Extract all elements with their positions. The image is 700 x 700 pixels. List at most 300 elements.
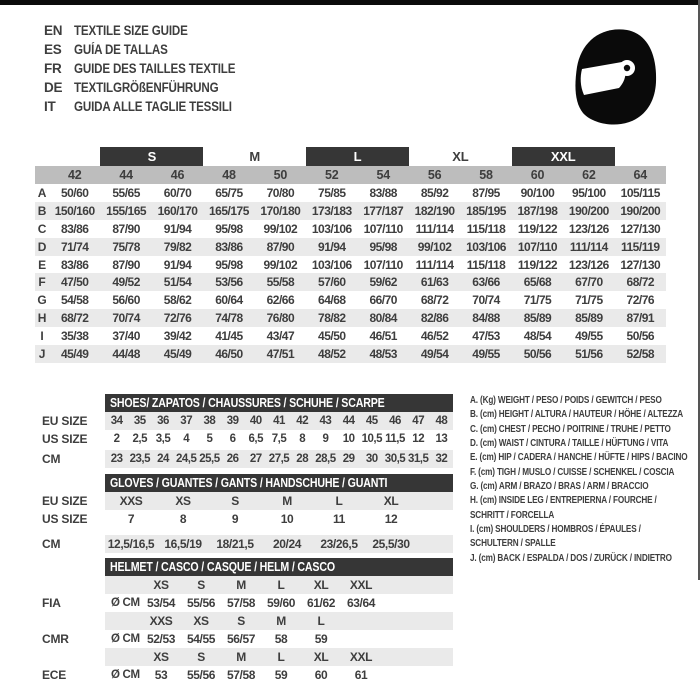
- shoes-eu-size: 35: [133, 415, 146, 427]
- helmet-table: [105, 558, 453, 684]
- measurement-value: 45/49: [163, 346, 192, 361]
- shoes-us-size-label: US SIZE: [42, 432, 88, 446]
- top-border: [0, 0, 700, 5]
- row-letter: D: [37, 239, 47, 254]
- measurement-value: 68/72: [626, 275, 655, 290]
- measurement-value: 57/60: [318, 275, 346, 290]
- helmet-standard-group: [105, 648, 453, 684]
- measurement-value: 103/106: [311, 221, 352, 236]
- measurement-row: [35, 291, 666, 309]
- measurement-row: [35, 309, 666, 327]
- shoes-us-size: 6: [229, 433, 236, 445]
- measurement-value: 190/200: [620, 203, 661, 218]
- helmet-size-label: S: [197, 650, 205, 664]
- size-number: 56: [427, 168, 442, 182]
- legend-item: E. (cm) HIP / CADERA / HANCHE / HÜFTE / HIPS / BACINO: [470, 451, 688, 464]
- helmet-title: HELMET / CASCO / CASQUE / HELM / CASCO: [110, 560, 335, 574]
- helmet-size-label: XS: [153, 578, 169, 592]
- measurement-value: 60/70: [163, 185, 192, 200]
- shoes-us-row: [105, 430, 453, 448]
- helmet-cm-value: 54/55: [186, 632, 216, 646]
- measurement-value: 91/94: [163, 221, 192, 236]
- measurement-value: 52/58: [626, 346, 655, 361]
- measurement-value: 48/53: [369, 346, 397, 361]
- gloves-cm-row: [105, 535, 453, 553]
- measurement-value: 70/74: [112, 311, 140, 326]
- measurement-value: 103/106: [466, 239, 506, 254]
- size-group-label: XXL: [512, 147, 615, 166]
- measurement-value: 70/74: [472, 293, 500, 308]
- helmet-unit-label: Ø CM: [111, 633, 140, 645]
- helmet-cm-value: 61: [354, 668, 368, 682]
- helmet-size-label: L: [277, 650, 285, 664]
- measurement-value: 61/63: [420, 275, 449, 290]
- legend-item: I. (cm) SHOULDERS / HOMBROS / ÉPAULES /: [470, 523, 641, 536]
- measurement-value: 107/110: [363, 257, 403, 272]
- gloves-table: [105, 474, 453, 553]
- measurement-value: 87/90: [112, 257, 140, 272]
- gloves-cm-value: 12,5/16,5: [107, 537, 155, 551]
- gloves-us-size: 8: [179, 512, 187, 526]
- helmet-size-label: XS: [153, 650, 169, 664]
- measurement-value: 46/52: [420, 329, 449, 344]
- measurement-value: 111/114: [415, 221, 454, 236]
- measurement-value: 80/84: [369, 311, 397, 326]
- legend-item: SCHULTERN / SPALLE: [470, 537, 556, 550]
- shoes-eu-size: 39: [226, 415, 239, 427]
- helmet-sizes-row: [105, 612, 453, 630]
- shoes-cm-row: [105, 450, 453, 468]
- shoes-us-size: 2,5: [132, 433, 148, 445]
- measurement-value: 59/62: [369, 275, 397, 290]
- measurement-value: 79/82: [163, 239, 192, 254]
- measurement-value: 55/58: [266, 275, 295, 290]
- language-guide-title: GUIDE DES TAILLES TEXTILE: [74, 61, 236, 76]
- language-code: FR: [44, 61, 62, 76]
- measurement-value: 65/68: [523, 275, 552, 290]
- language-guide-title: GUÍA DE TALLAS: [74, 42, 168, 57]
- measurement-value: 66/70: [369, 293, 397, 308]
- legend-item: A. (Kg) WEIGHT / PESO / POIDS / GEWITCH / PESO: [470, 394, 662, 406]
- size-number: 58: [479, 168, 493, 182]
- helmet-cm-value: 57/58: [226, 668, 256, 682]
- gloves-us-size-label: US SIZE: [42, 512, 88, 526]
- helmet-cm-value: 59: [274, 668, 288, 682]
- helmet-size-label: XL: [313, 578, 329, 592]
- helmet-size-label: XS: [193, 614, 209, 628]
- shoes-eu-size: 36: [157, 415, 169, 427]
- measurement-value: 90/100: [520, 185, 555, 200]
- measurement-value: 70/80: [266, 185, 295, 200]
- gloves-cm-value: 25,5/30: [372, 537, 410, 551]
- measurement-value: 95/100: [572, 185, 606, 200]
- measurement-value: 47/53: [472, 329, 500, 344]
- shoes-us-size: 5: [206, 433, 213, 445]
- gloves-eu-size: XXS: [119, 494, 143, 508]
- shoes-us-size: 11,5: [385, 433, 405, 445]
- shoes-us-size: 7,5: [271, 433, 287, 445]
- measurement-value: 115/119: [621, 239, 660, 254]
- language-guide-title: GUIDA ALLE TAGLIE TESSILI: [74, 99, 232, 114]
- measurement-value: 150/160: [54, 203, 95, 218]
- helmet-values-row: [105, 630, 453, 648]
- measurement-value: 46/50: [215, 346, 243, 361]
- measurement-value: 87/90: [266, 239, 295, 254]
- measurement-value: 95/98: [215, 257, 243, 272]
- measurement-value: 68/72: [420, 293, 449, 308]
- size-group-label: L: [306, 147, 409, 166]
- legend-item: B. (cm) HEIGHT / ALTURA / HAUTEUR / HÖHE / ALTEZZA: [470, 408, 684, 421]
- shoes-eu-size: 37: [180, 415, 193, 427]
- shoes-cm-value: 26: [226, 453, 239, 465]
- language-row: [44, 21, 262, 40]
- measurement-value: 173/183: [311, 203, 352, 218]
- helmet-cm-value: 55/56: [186, 668, 216, 682]
- measurement-value: 48/54: [523, 329, 552, 344]
- shoes-cm-value: 23,5: [129, 453, 150, 465]
- gloves-title: GLOVES / GUANTES / GANTS / HANDSCHUHE / GUANTI: [110, 476, 388, 490]
- shoes-eu-size: 46: [389, 415, 401, 427]
- size-number: 54: [376, 168, 390, 182]
- shoes-us-size: 4: [183, 433, 190, 445]
- measurement-value: 83/86: [215, 239, 243, 254]
- measurement-value: 83/86: [60, 221, 89, 236]
- helmet-standard-group: [105, 612, 453, 648]
- measurement-value: 71/75: [575, 293, 603, 308]
- shoes-us-size: 9: [322, 433, 329, 445]
- measurement-value: 49/55: [472, 346, 500, 361]
- measurement-value: 67/70: [575, 275, 603, 290]
- measurement-value: 50/56: [626, 329, 655, 344]
- measurement-value: 185/195: [466, 203, 506, 218]
- helmet-size-label: S: [197, 578, 205, 592]
- measurement-value: 46/51: [369, 329, 397, 344]
- gloves-eu-row: [105, 492, 453, 510]
- legend-item: SCHRITT / FORCELLA: [470, 508, 555, 521]
- measurement-value: 75/78: [112, 239, 140, 254]
- measurement-value: 107/110: [363, 221, 403, 236]
- size-number: 60: [530, 168, 545, 182]
- shoes-cm-value: 28,5: [315, 453, 336, 465]
- measurement-row: [35, 220, 666, 238]
- textile-size-table: [35, 147, 666, 363]
- helmet-cm-value: 58: [274, 632, 288, 646]
- helmet-cm-value: 61/62: [306, 596, 336, 610]
- shoes-us-size: 2: [113, 433, 120, 445]
- language-guide-title: TEXTILE SIZE GUIDE: [74, 23, 188, 38]
- size-number-row: [35, 166, 666, 184]
- measurement-value: 182/190: [414, 203, 455, 218]
- measurement-value: 187/198: [517, 203, 558, 218]
- measurement-value: 177/187: [363, 203, 404, 218]
- measurement-value: 71/74: [60, 239, 89, 254]
- helmet-cm-value: 59: [314, 632, 328, 646]
- measurement-value: 47/50: [60, 275, 89, 290]
- measurement-value: 51/56: [575, 346, 603, 361]
- gloves-us-size: 12: [384, 512, 398, 526]
- shoes-title: SHOES/ ZAPATOS / CHAUSSURES / SCHUHE / SCARPE: [110, 396, 385, 410]
- measurement-row: [35, 345, 666, 363]
- measurement-value: 45/49: [60, 346, 89, 361]
- size-group-label: XL: [452, 149, 469, 164]
- shoes-cm-label: CM: [42, 452, 61, 466]
- shoes-us-size: 12: [412, 433, 425, 445]
- measurement-value: 50/60: [60, 185, 89, 200]
- shoes-cm-value: 32: [435, 453, 448, 465]
- shoes-cm-value: 27,5: [268, 453, 290, 465]
- helmet-sizes-row: [105, 648, 453, 666]
- measurement-rows: [35, 184, 666, 363]
- measurement-value: 41/45: [215, 329, 243, 344]
- measurement-value: 95/98: [215, 221, 243, 236]
- language-code: EN: [44, 23, 63, 38]
- measurement-value: 84/88: [472, 311, 500, 326]
- measurement-value: 87/95: [472, 185, 500, 200]
- measurement-value: 78/82: [318, 311, 346, 326]
- row-letter: C: [37, 221, 47, 236]
- measurement-value: 105/115: [620, 185, 660, 200]
- measurement-value: 56/60: [112, 293, 140, 308]
- measurement-value: 50/56: [523, 346, 552, 361]
- row-letter: A: [37, 185, 47, 200]
- gloves-eu-size: S: [231, 494, 239, 508]
- measurement-value: 155/165: [106, 203, 147, 218]
- shoes-us-size: 13: [435, 433, 448, 445]
- measurement-value: 123/126: [568, 257, 609, 272]
- racing-helmet-icon: [572, 27, 659, 126]
- shoes-eu-size: 34: [110, 415, 123, 427]
- measurement-value: 47/51: [266, 346, 295, 361]
- measurement-value: 60/64: [215, 293, 243, 308]
- helmet-standards-rows: [105, 576, 453, 684]
- shoes-cm-value: 27: [249, 453, 262, 465]
- shoes-us-size: 10: [342, 433, 355, 445]
- measurement-value: 160/170: [157, 203, 198, 218]
- helmet-size-label: L: [277, 578, 285, 592]
- measurement-value: 65/75: [215, 185, 243, 200]
- shoes-cm-value: 31,5: [408, 453, 429, 465]
- language-row: [44, 59, 262, 78]
- language-row: [44, 97, 262, 116]
- shoes-us-size: 10,5: [361, 433, 382, 445]
- measurement-value: 82/86: [420, 311, 449, 326]
- size-group-header-row: [35, 147, 666, 166]
- measurement-value: 85/92: [420, 185, 449, 200]
- measurement-row: [35, 184, 666, 202]
- shoes-us-size: 3,5: [155, 433, 171, 445]
- helmet-size-label: M: [276, 614, 286, 628]
- gloves-cm-value: 20/24: [272, 537, 302, 551]
- measurement-value: 37/40: [112, 329, 140, 344]
- helmet-size-label: M: [236, 650, 246, 664]
- size-number: 64: [633, 168, 648, 182]
- measurement-row: [35, 327, 666, 345]
- measurement-value: 127/130: [620, 257, 661, 272]
- helmet-header-bar: [105, 558, 453, 576]
- shoes-eu-row: [105, 412, 453, 430]
- legend-item: F. (cm) TIGH / MUSLO / CUISSE / SCHENKEL / COSCIA: [470, 465, 675, 478]
- measurement-value: 74/78: [215, 311, 243, 326]
- gloves-eu-size: L: [335, 494, 343, 508]
- gloves-us-size: 10: [280, 512, 294, 526]
- shoes-cm-value: 30: [365, 453, 378, 465]
- helmet-values-row: [105, 594, 453, 612]
- measurement-value: 99/102: [417, 239, 452, 254]
- gloves-header-bar: [105, 474, 453, 492]
- measurement-value: 55/65: [112, 185, 140, 200]
- gloves-us-size: 9: [231, 512, 239, 526]
- helmet-size-label: M: [236, 578, 246, 592]
- gloves-eu-size-label: EU SIZE: [42, 494, 88, 508]
- gloves-eu-size: XL: [383, 494, 399, 508]
- measurement-value: 127/130: [620, 221, 661, 236]
- measurement-value: 85/89: [523, 311, 552, 326]
- language-row: [44, 78, 262, 97]
- shoes-cm-value: 24: [157, 453, 169, 465]
- shoes-eu-size-label: EU SIZE: [42, 414, 88, 428]
- measurement-value: 76/80: [266, 311, 295, 326]
- language-row: [44, 40, 262, 59]
- measurement-value: 39/42: [163, 329, 192, 344]
- shoes-header-bar: [105, 394, 453, 412]
- language-code: ES: [44, 42, 62, 57]
- standard-label-ece: ECE: [42, 668, 67, 682]
- helmet-size-label: L: [317, 614, 325, 628]
- row-letter: F: [38, 275, 46, 290]
- row-letter: I: [40, 329, 44, 344]
- shoes-eu-size: 41: [273, 415, 285, 427]
- size-number: 46: [170, 168, 185, 182]
- measurement-value: 123/126: [568, 221, 609, 236]
- measurement-value: 99/102: [263, 221, 298, 236]
- measurement-value: 51/54: [163, 275, 192, 290]
- measurement-value: 165/175: [209, 203, 249, 218]
- size-group-label: M: [249, 149, 260, 164]
- size-group-label: S: [100, 147, 203, 166]
- legend-item: H. (cm) INSIDE LEG / ENTREPIERNA / FOURCHE /: [470, 494, 657, 507]
- helmet-cm-value: 59/60: [266, 596, 296, 610]
- measurement-value: 72/76: [626, 293, 655, 308]
- gloves-cm-value: 18/21,5: [216, 537, 254, 551]
- helmet-size-label: XXL: [349, 578, 373, 592]
- shoes-cm-value: 28: [296, 453, 309, 465]
- helmet-cm-value: 60: [314, 668, 328, 682]
- shoes-table: [105, 394, 453, 468]
- legend-item: D. (cm) WAIST / CINTURA / TAILLE / HÜFTUNG / VITA: [470, 437, 669, 450]
- helmet-size-label: XXS: [149, 614, 173, 628]
- measurement-value: 63/66: [472, 275, 500, 290]
- legend-item: C. (cm) CHEST / PECHO / POITRINE / TRUHE / PETTO: [470, 422, 671, 435]
- helmet-unit-label: Ø CM: [111, 597, 140, 609]
- measurement-value: 95/98: [369, 239, 397, 254]
- helmet-size-label: S: [237, 614, 245, 628]
- measurement-value: 170/180: [260, 203, 301, 218]
- measurement-value: 35/38: [60, 329, 89, 344]
- shoes-eu-size: 47: [412, 415, 425, 427]
- measurement-value: 48/52: [318, 346, 346, 361]
- measurement-value: 87/91: [626, 311, 655, 326]
- shoes-us-size: 8: [299, 433, 306, 445]
- measurement-value: 71/75: [523, 293, 552, 308]
- helmet-cm-value: 52/53: [146, 632, 176, 646]
- measurement-row: [35, 256, 666, 274]
- helmet-cm-value: 63/64: [346, 596, 376, 610]
- size-number: 52: [325, 168, 339, 182]
- helmet-values-row: [105, 666, 453, 684]
- size-number: 42: [67, 168, 82, 182]
- gloves-cm-value: 16,5/19: [164, 537, 202, 551]
- measurement-row: [35, 273, 666, 291]
- helmet-size-label: XXL: [349, 650, 373, 664]
- measurement-value: 91/94: [318, 239, 346, 254]
- gloves-cm-label: CM: [42, 537, 61, 551]
- measurement-value: 91/94: [163, 257, 192, 272]
- language-guide-title: TEXTILGRÖßENFÜHRUNG: [74, 80, 219, 95]
- measurement-value: 111/114: [415, 257, 454, 272]
- language-code: DE: [44, 80, 63, 95]
- size-number: 44: [119, 168, 133, 182]
- row-letter: E: [38, 257, 46, 272]
- gloves-cm-value: 23/26,5: [320, 537, 358, 551]
- measurement-value: 107/110: [517, 239, 558, 254]
- measurement-value: 68/72: [60, 311, 89, 326]
- measurement-value: 62/66: [266, 293, 295, 308]
- row-letter: B: [37, 203, 47, 218]
- helmet-cm-value: 57/58: [226, 596, 256, 610]
- row-letter: J: [38, 346, 46, 361]
- measurement-value: 83/88: [369, 185, 397, 200]
- shoes-cm-value: 30,5: [384, 453, 406, 465]
- shoes-eu-size: 40: [249, 415, 262, 427]
- shoes-eu-size: 48: [435, 415, 448, 427]
- shoes-cm-value: 25,5: [199, 453, 220, 465]
- gloves-eu-size: XS: [175, 494, 191, 508]
- measurement-value: 58/62: [163, 293, 192, 308]
- shoes-eu-size: 45: [365, 415, 378, 427]
- size-number: 50: [273, 168, 288, 182]
- measurement-value: 43/47: [266, 329, 295, 344]
- measurement-legend: [470, 393, 700, 565]
- measurement-value: 83/86: [60, 257, 89, 272]
- row-letter: H: [37, 311, 47, 326]
- measurement-value: 72/76: [163, 311, 192, 326]
- shoes-us-size: 6,5: [248, 433, 264, 445]
- helmet-cm-value: 53/54: [146, 596, 176, 610]
- measurement-value: 103/106: [311, 257, 352, 272]
- standard-label-cmr: CMR: [42, 632, 69, 646]
- language-code: IT: [44, 99, 56, 114]
- gloves-eu-size: M: [282, 494, 292, 508]
- measurement-value: 115/118: [466, 221, 506, 236]
- shoes-cm-value: 29: [342, 453, 355, 465]
- helmet-unit-label: Ø CM: [111, 669, 140, 681]
- gloves-us-row: [105, 510, 453, 528]
- helmet-size-label: XL: [313, 650, 329, 664]
- size-number: 48: [222, 168, 236, 182]
- gloves-us-size: 7: [127, 512, 135, 526]
- measurement-row: [35, 238, 666, 256]
- standard-label-fia: FIA: [42, 596, 61, 610]
- legend-item: J. (cm) BACK / ESPALDA / DOS / ZURÜCK / INDIETRO: [470, 551, 672, 564]
- measurement-value: 49/55: [575, 329, 603, 344]
- measurement-value: 54/58: [60, 293, 89, 308]
- measurement-value: 44/48: [112, 346, 140, 361]
- helmet-standard-group: [105, 576, 453, 612]
- measurement-value: 49/52: [112, 275, 140, 290]
- measurement-value: 99/102: [263, 257, 298, 272]
- measurement-value: 45/50: [318, 329, 346, 344]
- measurement-value: 64/68: [318, 293, 346, 308]
